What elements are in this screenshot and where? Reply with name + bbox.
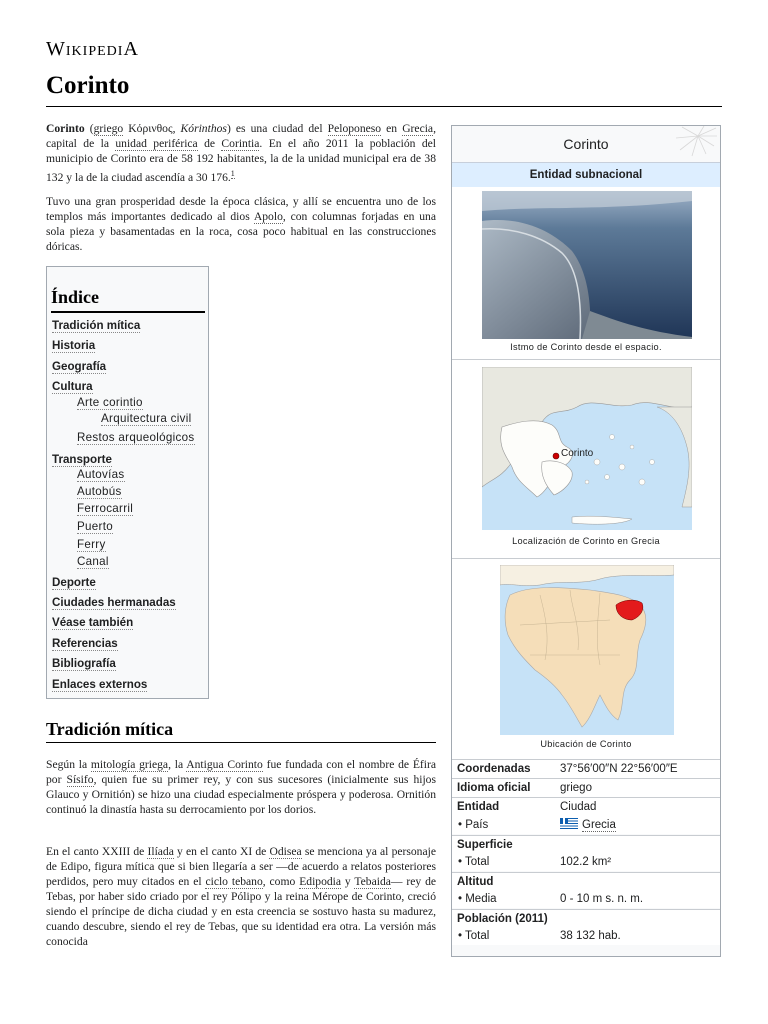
toc-item[interactable]: Tradición mítica [52, 319, 141, 332]
wikipedia-logo[interactable]: WikipediA [46, 38, 139, 60]
link-ciudad[interactable]: Ciudad [560, 798, 596, 817]
infobox [451, 125, 721, 957]
toc-item[interactable]: Ferrocarril [77, 502, 134, 515]
caption-aerial: Istmo de Corinto desde el espacio. [510, 342, 662, 352]
toc-item[interactable]: Canal [77, 555, 109, 568]
caption-ubicacion: Ubicación de Corinto [540, 739, 632, 749]
section-divider [46, 742, 436, 743]
link-apolo[interactable]: Apolo [253, 210, 283, 223]
toc-item[interactable]: Transporte [52, 453, 112, 466]
row-idioma: Idioma oficial griego [452, 778, 720, 797]
map-marker-label: Corinto [561, 448, 594, 459]
section-heading-tradicion: Tradición mítica [46, 719, 174, 739]
link-odisea[interactable]: Odisea [269, 845, 302, 858]
greece-flag-icon [560, 818, 578, 829]
row-pais: • País Grecia [452, 816, 720, 834]
infobox-subtitle: Entidad subnacional [452, 162, 720, 188]
coordinates-link[interactable]: 37°56′00″N 22°56′00″E [560, 760, 678, 779]
peloponnese-map[interactable] [500, 565, 674, 735]
decorative-sun-icon [668, 126, 718, 162]
toc-item[interactable]: Arte corintio [77, 396, 143, 409]
infobox-image-cell [452, 187, 720, 360]
link-ciclo-tebano[interactable]: ciclo tebano [205, 875, 263, 888]
toc-item[interactable]: Ciudades hermanadas [52, 596, 176, 609]
toc-divider [51, 311, 205, 313]
paragraph-fundacion: Según la mitología griega, la Antigua Corinto fue fundada con el nombre de Éfira por Sísifo, quien fue su primer rey, y con sus sucesores (inicialmente sus hijos Glauco y Ornitión) se hizo una ciudad especialmente próspera y poderosa. Ornitión continuó la dinastía hasta su derrocamiento por los dorios. [46, 758, 436, 816]
row-superficie: Superficie [452, 835, 720, 854]
toc-item[interactable]: Ferry [77, 538, 106, 551]
toc-item[interactable]: Deporte [52, 576, 96, 589]
row-poblacion: Población (2011) [452, 909, 720, 928]
link-mitologia-griega[interactable]: mitología griega [90, 758, 169, 771]
toc-item[interactable]: Enlaces externos [52, 678, 148, 691]
row-poblacion-total: • Total 38 132 hab. [452, 927, 720, 945]
title-divider [46, 106, 722, 107]
row-coordenadas: Coordenadas 37°56′00″N 22°56′00″E [452, 759, 720, 778]
paragraph-prosperidad: Tuvo una gran prosperidad desde la época clásica, y allí se encuentra uno de los templos más importantes dedicado al dios Apolo, con columnas forjadas en una sola pieza y basamentadas en la roca, cosa poco habitual en las construcciones dóricas. [46, 195, 436, 253]
row-altitud-media: • Media 0 - 10 m s. n. m. [452, 890, 720, 908]
link-griego[interactable]: griego [93, 122, 124, 135]
toc-item[interactable]: Autovías [77, 468, 125, 481]
toc-item[interactable]: Arquitectura civil [101, 412, 192, 425]
link-pais-grecia[interactable]: Grecia [582, 819, 616, 831]
link-edipodia[interactable]: Edipodia [299, 875, 342, 888]
link-unidad-periferica[interactable]: unidad periférica [115, 137, 198, 150]
toc-item[interactable]: Historia [52, 339, 96, 352]
toc-item[interactable]: Restos arqueológicos [77, 431, 195, 444]
toc-item[interactable]: Véase también [52, 616, 134, 629]
link-iliada[interactable]: Ilíada [147, 845, 174, 858]
toc-item[interactable]: Autobús [77, 485, 122, 498]
infobox-region-map-cell [452, 559, 720, 760]
link-peloponeso[interactable]: Peloponeso [327, 122, 382, 135]
intro-paragraph: Corinto (griego Κόρινθος, Kórinthos) es una ciudad del Peloponeso en Grecia, capital de la unidad periférica de Corintia. En el año 2011 la población del municipio de Corinto era de 58 192 habitantes, la de la unidad municipal era de 38 132 y la de la ciudad ascendía a 30 176.$^1$ [46, 122, 436, 184]
table-of-contents [46, 266, 209, 699]
link-grecia[interactable]: Grecia [402, 122, 434, 135]
row-superficie-total: • Total 102.2 km² [452, 853, 720, 871]
page-title: Corinto [46, 72, 130, 99]
toc-item[interactable]: Puerto [77, 520, 113, 533]
aerial-photo-image[interactable] [482, 191, 692, 339]
link-idioma-griego[interactable]: griego [560, 779, 592, 798]
toc-item[interactable]: Cultura [52, 380, 93, 393]
toc-item[interactable]: Referencias [52, 637, 118, 650]
infobox-map-cell [452, 360, 720, 559]
ref-1[interactable]: 1 [230, 169, 235, 178]
toc-title: Índice [51, 287, 100, 307]
link-tebaida[interactable]: Tebaida [354, 875, 391, 888]
row-altitud: Altitud [452, 872, 720, 891]
toc-item[interactable]: Bibliografía [52, 657, 116, 670]
caption-grecia: Localización de Corinto en Grecia [512, 536, 660, 546]
toc-item[interactable]: Geografía [52, 360, 107, 373]
link-corintia[interactable]: Corintia [221, 137, 260, 150]
link-sisifo[interactable]: Sísifo [66, 773, 94, 786]
link-antigua-corinto[interactable]: Antigua Corinto [186, 758, 263, 771]
row-entidad: Entidad Ciudad [452, 797, 720, 816]
infobox-title: Corinto [452, 126, 720, 162]
paragraph-edipo: En el canto XXIII de Ilíada y en el canto XI de Odisea se menciona ya al personaje de Edipo, figura mítica que si bien llegaría a ser —de acuerdo a relatos posteriores perdidos, pero muy citados en el ciclo tebano, como Edipodia y Tebaida— rey de Tebas, por haber sido criado por el rey Pólipo y la reina Mérope de Corinto, creció siendo el príncipe de dicha ciudad y en esta creencia se sostuvo hasta su madurez, cuando descubre, siendo el rey de Tebas, que su identidad era otra. La versión más conocida [46, 845, 437, 948]
